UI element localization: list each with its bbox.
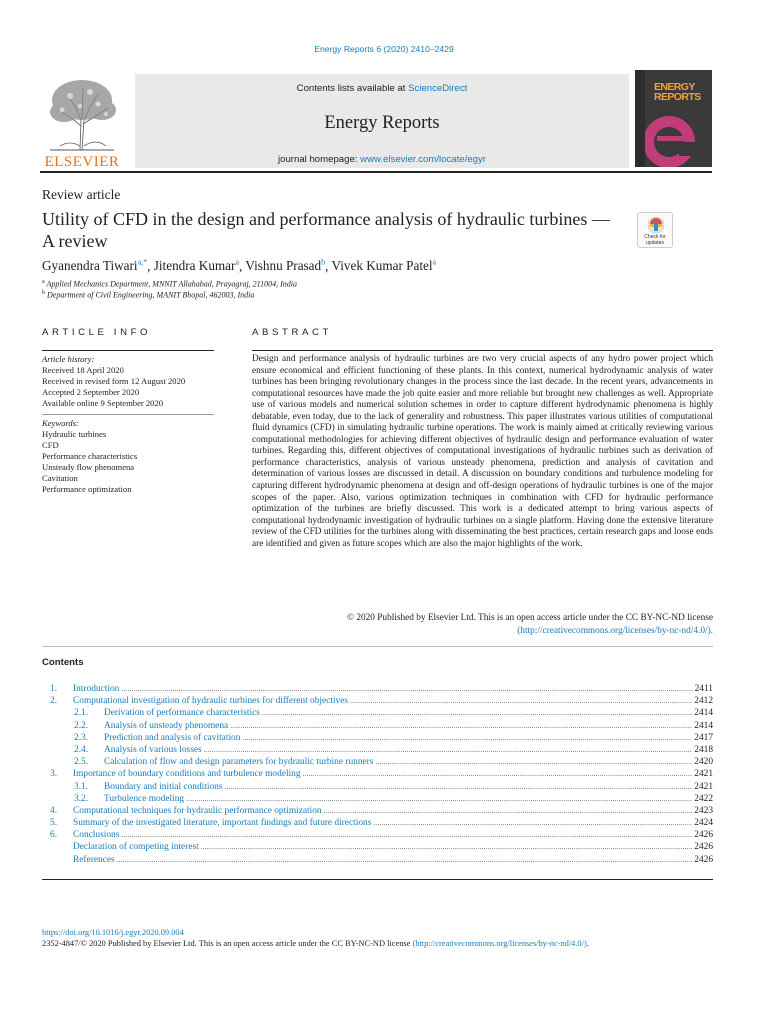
- journal-name[interactable]: Energy Reports: [324, 113, 440, 133]
- toc-entry-number: 3.2.: [74, 793, 89, 804]
- toc-leader-dots: [373, 818, 692, 828]
- keywords-label: Keywords:: [42, 418, 79, 428]
- author-affiliation-marker[interactable]: a: [235, 258, 239, 267]
- author-separator: ,: [239, 258, 246, 274]
- toc-leader-dots: [242, 733, 692, 743]
- journal-header: [40, 70, 712, 168]
- toc-entry[interactable]: [42, 794, 713, 806]
- toc-leader-dots: [230, 721, 692, 731]
- toc-entry-number: 3.1.: [74, 781, 89, 792]
- article-info-rule: [42, 350, 214, 351]
- toc-entry-page: 2414: [694, 720, 713, 731]
- toc-entry-page: 2412: [694, 696, 713, 707]
- keyword: CFD: [42, 440, 59, 450]
- author-list: [42, 258, 436, 274]
- toc-entry[interactable]: [42, 818, 713, 830]
- author-separator: ,: [325, 258, 332, 274]
- affiliation-marker: a: [42, 279, 45, 285]
- toc-entry[interactable]: [42, 806, 713, 818]
- toc-entry-number: 5.: [50, 818, 58, 829]
- toc-entry-page: 2418: [694, 744, 713, 755]
- keyword: Hydraulic turbines: [42, 429, 107, 439]
- footer-license-link[interactable]: (http://creativecommons.org/licenses/by-nc-nd/4.0/): [412, 939, 587, 948]
- article-history-label: Article history:: [42, 354, 95, 364]
- article-history: [42, 354, 214, 409]
- toc-entry[interactable]: [42, 782, 713, 794]
- author[interactable]: [331, 258, 436, 273]
- journal-homepage-line: [135, 154, 629, 165]
- history-date: Accepted 2 September 2020: [42, 387, 140, 397]
- history-date: Available online 9 September 2020: [42, 398, 164, 408]
- toc-leader-dots: [204, 745, 693, 755]
- toc-leader-dots: [350, 696, 692, 706]
- toc-entry-number: 2.2.: [74, 720, 89, 731]
- toc-entry-title[interactable]: Prediction and analysis of cavitation: [104, 732, 241, 743]
- toc-entry-title[interactable]: Conclusions: [73, 830, 120, 841]
- check-updates-line-1: Check for: [644, 234, 666, 240]
- toc-entry[interactable]: [42, 733, 713, 745]
- author-name: Gyanendra Tiwari: [42, 258, 138, 274]
- affiliation-text: Applied Mechanics Department, MNNIT Allahabad, Prayagraj, 211004, India: [46, 279, 297, 289]
- issn-text: 2352-4847/© 2020 Published by Elsevier Ltd. This is an open access article under the CC BY-NC-ND license: [42, 939, 413, 948]
- keyword: Unsteady flow phenomena: [42, 462, 135, 472]
- author-affiliation-marker[interactable]: a: [432, 258, 437, 267]
- article-title: Utility of CFD in the design and performance analysis of hydraulic turbines — A review: [42, 209, 610, 251]
- toc-entry-number: 6.: [50, 830, 58, 841]
- toc-entry-number: 2.5.: [74, 757, 89, 768]
- author-name: Jitendra Kumar: [153, 258, 236, 274]
- toc-entry[interactable]: [42, 745, 713, 757]
- toc-entry[interactable]: [42, 684, 713, 696]
- toc-entry-page: 2421: [694, 769, 713, 780]
- header-rule: [40, 171, 712, 173]
- history-date: Received in revised form 12 August 2020: [42, 376, 186, 386]
- toc-entry-number: 3.: [50, 769, 58, 780]
- cover-title: [654, 82, 701, 102]
- toc-entry-title[interactable]: Analysis of various losses: [104, 744, 202, 755]
- toc-leader-dots: [121, 684, 692, 694]
- toc-entry-number: 2.4.: [74, 744, 89, 755]
- check-for-updates-label: [638, 235, 672, 246]
- toc-leader-dots: [262, 708, 692, 718]
- affiliation-marker: b: [42, 290, 45, 296]
- toc-entry-title[interactable]: Calculation of flow and design parameters for hydraulic turbine runners: [104, 757, 374, 768]
- toc-leader-dots: [201, 842, 693, 852]
- toc-entry[interactable]: [42, 696, 713, 708]
- article-type: Review article: [42, 187, 121, 202]
- toc-entry[interactable]: [42, 855, 713, 867]
- toc-entry-title[interactable]: Importance of boundary conditions and turbulence modeling: [73, 769, 301, 780]
- contents-prefix: Contents lists available at: [296, 83, 409, 94]
- author[interactable]: [245, 258, 325, 273]
- toc-entry-title[interactable]: Analysis of unsteady phenomena: [104, 720, 229, 731]
- author-name: Vivek Kumar Patel: [331, 258, 433, 274]
- toc-entry-title[interactable]: Summary of the investigated literature, important findings and future directions: [73, 818, 372, 829]
- keyword: Performance optimization: [42, 484, 132, 494]
- toc-entry-page: 2426: [694, 842, 713, 853]
- author-affiliation-marker[interactable]: a,*: [137, 258, 148, 267]
- toc-entry-page: 2426: [694, 830, 713, 841]
- affiliation: [42, 290, 254, 300]
- toc-entry-title[interactable]: References: [73, 854, 115, 865]
- author[interactable]: [42, 258, 147, 273]
- contents-top-rule: [42, 646, 713, 647]
- journal-banner: [135, 74, 629, 168]
- cover-title-line-1: ENERGY: [654, 81, 695, 93]
- toc-entry[interactable]: [42, 830, 713, 842]
- affiliation-text: Department of Civil Engineering, MANIT Bhopal, 462003, India: [47, 290, 255, 300]
- toc-entry[interactable]: [42, 757, 713, 769]
- toc-entry-title[interactable]: Declaration of competing interest: [73, 842, 199, 853]
- author-separator: ,: [147, 258, 154, 274]
- contents-available-line: [135, 83, 629, 94]
- toc-entry-page: 2422: [694, 793, 713, 804]
- toc-entry-page: 2417: [694, 732, 713, 743]
- toc-entry-page: 2420: [694, 757, 713, 768]
- toc-entry-page: 2424: [694, 818, 713, 829]
- toc-entry-title[interactable]: Computational investigation of hydraulic turbines for different objectives: [73, 696, 349, 707]
- elsevier-wordmark: ELSEVIER: [44, 154, 120, 170]
- issn-line: [42, 939, 589, 948]
- license-statement: [252, 612, 713, 638]
- affiliation: [42, 279, 297, 289]
- toc-entry-page: 2414: [694, 708, 713, 719]
- toc-leader-dots: [375, 757, 692, 767]
- toc-entry-title[interactable]: Derivation of performance characteristics: [104, 708, 260, 719]
- toc-entry-title[interactable]: Introduction: [73, 684, 120, 694]
- issn-end: .: [586, 939, 589, 948]
- keyword: Performance characteristics: [42, 451, 138, 461]
- elsevier-logo[interactable]: [40, 76, 124, 170]
- toc-entry[interactable]: [42, 769, 713, 781]
- keyword: Cavitation: [42, 473, 78, 483]
- check-updates-line-2: updates: [646, 239, 664, 246]
- author-name: Vishnu Prasad: [245, 258, 322, 274]
- toc-leader-dots: [117, 855, 693, 865]
- toc-entry-page: 2426: [694, 854, 713, 865]
- journal-citation[interactable]: Energy Reports 6 (2020) 2410–2429: [314, 44, 454, 54]
- toc-entry-title[interactable]: Boundary and initial conditions: [104, 781, 223, 792]
- abstract-text: Design and performance analysis of hydraulic turbines are two very crucial aspects of any hydro power project which ensure economical and efficient functioning of these plants. In this context, numerical hydrodynamic analysis of water turbines has been bringing revolutionary changes in the process since the last decade. In the recent years, advancements in computational resources have made the job quite easier and more reliable but brought new challenges as well. Appropriate use of various models and numerical solution schemes in order to capture different hydrodynamic phenomena is highly debatable, even today, due to the lack of generality and robustness. This paper illustrates various utilities of computational fluid dynamics (CFD) in simulating hydraulic turbine operations. The work is mainly aimed at critically reviewing various computational methodologies for achieving different objectives of hydraulic design and performance evaluation of water turbines. Regarding this, different objectives of computational investigations of hydraulic turbines such as derivation of performance characteristics, analysis of various unsteady phenomena, prediction and analysis of cavitation and determination of various losses are discussed in detail. A discussion on boundary conditions and turbulence modeling for capturing different hydrodynamic phenomena at design and off-design operations of hydraulic turbines is one of the major scopes of the paper. Also, various optimization techniques in combination with CFD for hydraulic performance optimization of the turbines are briefly discussed. This work is a dedicated attempt to bring various aspects of computational hydrodynamic investigation of hydraulic turbines on a single platform. Having done the extensive literature review of the CFD utilities for the turbines along with disseminating the best practices, certain research gaps and loose ends are identified and given as future scopes which are also the major highlights of the work.: [252, 354, 713, 549]
- contents-title: Contents: [42, 657, 84, 668]
- abstract-rule: [252, 350, 713, 351]
- table-of-contents: [42, 684, 713, 867]
- abstract-heading: ABSTRACT: [252, 327, 332, 338]
- homepage-prefix: journal homepage:: [278, 154, 361, 165]
- toc-entry-number: 2.1.: [74, 708, 89, 719]
- toc-entry-page: 2411: [694, 684, 713, 694]
- author[interactable]: [154, 258, 239, 273]
- toc-entry[interactable]: [42, 708, 713, 720]
- toc-entry[interactable]: [42, 721, 713, 733]
- toc-entry[interactable]: [42, 842, 713, 854]
- doi-link[interactable]: https://doi.org/10.1016/j.egyr.2020.09.004: [42, 928, 184, 937]
- toc-leader-dots: [303, 769, 693, 779]
- history-date: Received 18 April 2020: [42, 365, 124, 375]
- author-affiliation-marker[interactable]: b: [321, 258, 326, 267]
- toc-entry-number: 1.: [50, 684, 58, 694]
- toc-entry-number: 2.3.: [74, 732, 89, 743]
- toc-leader-dots: [324, 806, 693, 816]
- elsevier-tree-icon: [40, 76, 124, 152]
- keywords-rule: [42, 414, 214, 415]
- check-for-updates-badge[interactable]: [637, 212, 673, 248]
- toc-entry-page: 2421: [694, 781, 713, 792]
- journal-homepage-link[interactable]: www.elsevier.com/locate/egyr: [360, 154, 486, 165]
- toc-leader-dots: [121, 830, 692, 840]
- toc-entry-number: 2.: [50, 696, 58, 707]
- license-text: © 2020 Published by Elsevier Ltd. This is an open access article under the CC BY-NC-ND license: [346, 613, 713, 623]
- article-info-heading: ARTICLE INFO: [42, 327, 152, 338]
- cover-title-line-2: REPORTS: [654, 91, 701, 103]
- toc-entry-title[interactable]: Turbulence modeling: [104, 793, 185, 804]
- toc-entry-number: 4.: [50, 805, 58, 816]
- journal-cover-thumbnail[interactable]: [635, 70, 712, 167]
- toc-entry-page: 2423: [694, 805, 713, 816]
- keywords: [42, 418, 214, 495]
- contents-bottom-rule: [42, 879, 713, 880]
- sciencedirect-link[interactable]: ScienceDirect: [408, 83, 468, 94]
- toc-entry-title[interactable]: Computational techniques for hydraulic performance optimization: [73, 805, 322, 816]
- license-link[interactable]: (http://creativecommons.org/licenses/by-nc-nd/4.0/).: [517, 626, 713, 636]
- toc-leader-dots: [224, 782, 692, 792]
- toc-leader-dots: [186, 794, 692, 804]
